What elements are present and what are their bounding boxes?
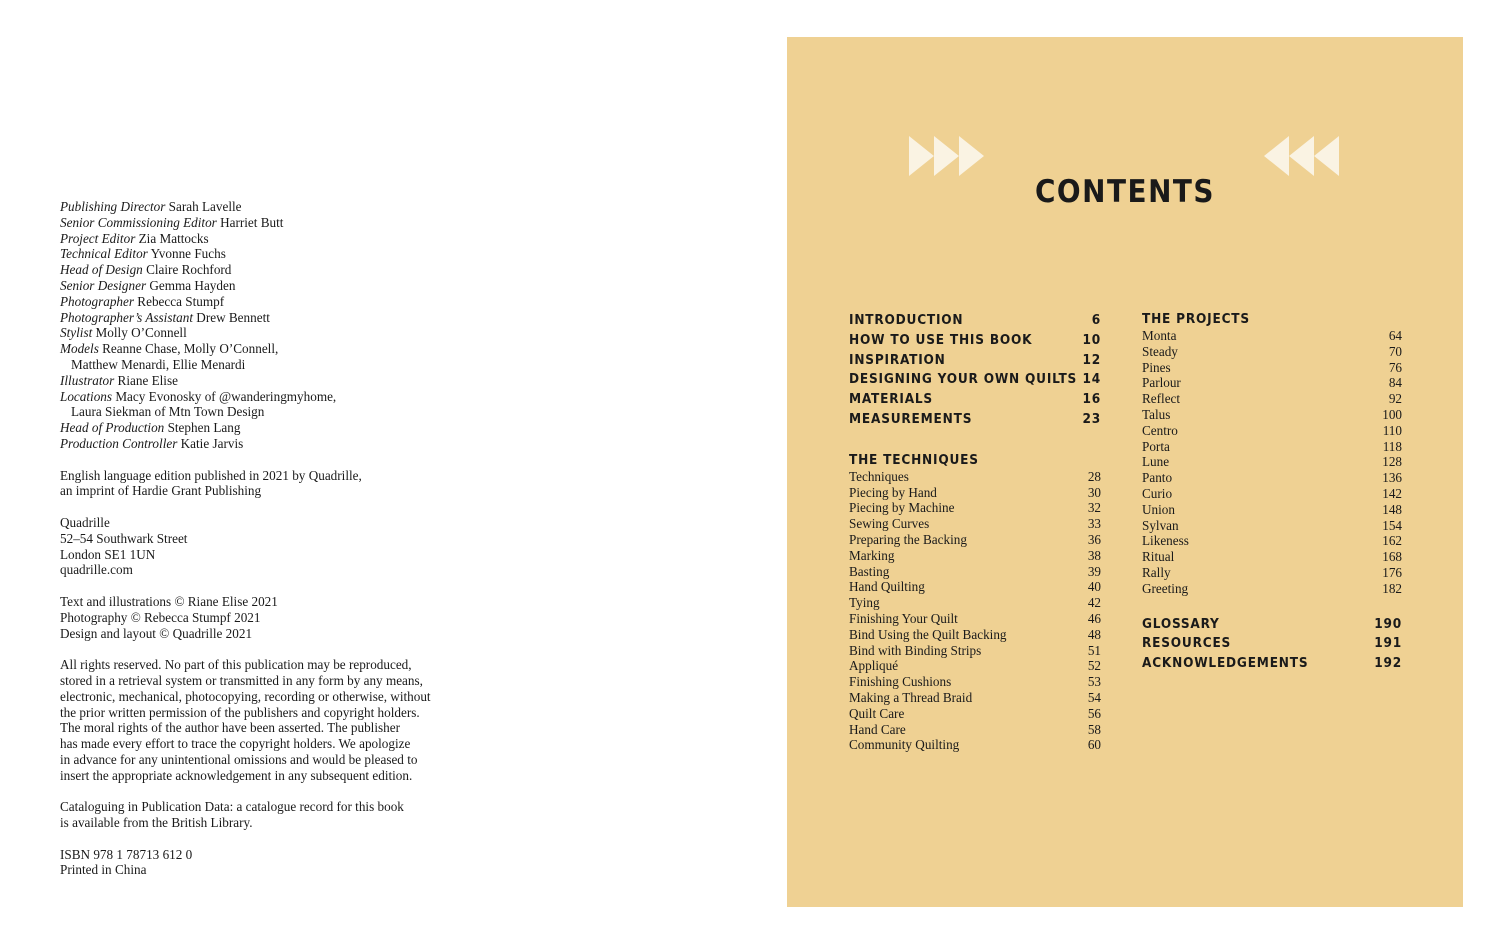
toc-label: Hand Quilting [849, 579, 925, 595]
credit-name: Sarah Lavelle [168, 199, 242, 214]
credit-name: Molly O’Connell [95, 325, 187, 341]
credit-role: Production Controller [60, 435, 178, 451]
toc-entry[interactable] [849, 469, 1101, 485]
contents-column-right [1142, 311, 1402, 674]
rights-line: The moral rights of the author have been asserted. The publisher [60, 720, 400, 736]
contents-panel [787, 37, 1463, 907]
cataloguing-block [60, 799, 480, 831]
toc-label: MEASUREMENTS [849, 410, 973, 427]
credit-line [60, 341, 480, 357]
credit-name: Zia Mattocks [138, 230, 209, 246]
toc-entry[interactable] [1142, 654, 1402, 674]
toc-entry[interactable] [849, 548, 1101, 564]
toc-label: Monta [1142, 328, 1177, 343]
credits-block [60, 199, 480, 452]
toc-label: INSPIRATION [849, 351, 946, 368]
toc-label: Curio [1142, 485, 1173, 501]
toc-label: Lune [1142, 454, 1170, 470]
rights-line: electronic, mechanical, photocopying, recording or otherwise, without [60, 688, 431, 704]
toc-page: 51 [1087, 642, 1101, 658]
toc-page: 136 [1382, 470, 1402, 486]
toc-entry[interactable] [849, 370, 1101, 390]
toc-label: Marking [849, 547, 895, 563]
toc-page: 56 [1087, 705, 1101, 721]
contents-title: CONTENTS [1034, 174, 1216, 210]
credit-role: Photographer’s Assistant [60, 309, 193, 325]
copyright-line: Text and illustrations © Riane Elise 2021 [60, 593, 278, 609]
toc-label: DESIGNING YOUR OWN QUILTS [849, 371, 1078, 388]
toc-label: GLOSSARY [1142, 615, 1220, 632]
toc-entry[interactable] [849, 611, 1101, 627]
toc-entry[interactable] [1142, 360, 1402, 376]
toc-entry[interactable] [1142, 581, 1402, 597]
credit-role: Locations [60, 388, 113, 404]
credit-role: Publishing Director [60, 199, 166, 214]
toc-page: 10 [1082, 331, 1101, 348]
toc-label: Techniques [849, 468, 909, 484]
toc-entry[interactable] [1142, 470, 1402, 486]
toc-page: 148 [1382, 501, 1402, 517]
toc-page: 42 [1087, 595, 1101, 611]
cataloguing-line: is available from the British Library. [60, 815, 253, 831]
isbn-line: ISBN 978 1 78713 612 0 [60, 846, 193, 862]
contents-column-left [849, 311, 1101, 753]
toc-page: 33 [1087, 516, 1101, 532]
toc-entry[interactable] [849, 706, 1101, 722]
credit-role: Stylist [60, 325, 93, 341]
toc-page: 53 [1087, 674, 1101, 690]
toc-page: 38 [1087, 547, 1101, 563]
toc-label: Porta [1142, 438, 1170, 454]
toc-entry[interactable] [1142, 533, 1402, 549]
toc-label: Appliqué [849, 658, 899, 674]
credit-name: Rebecca Stumpf [137, 293, 225, 309]
toc-label: Tying [849, 595, 880, 611]
toc-label: Basting [849, 563, 890, 579]
toc-entry[interactable] [1142, 423, 1402, 439]
credit-line [60, 246, 480, 262]
toc-label: Panto [1142, 470, 1173, 486]
toc-page: 162 [1382, 533, 1402, 549]
toc-page: 23 [1082, 410, 1101, 427]
credit-line [60, 199, 480, 215]
toc-label: Talus [1142, 406, 1171, 422]
credit-name: Gemma Hayden [149, 277, 236, 293]
credit-name: Harriet Butt [220, 214, 284, 230]
copyright-line: Design and layout © Quadrille 2021 [60, 625, 253, 641]
credit-line [60, 231, 480, 247]
credit-name: Katie Jarvis [180, 435, 244, 451]
toc-entry[interactable] [849, 516, 1101, 532]
spacer [849, 430, 1101, 452]
credit-line [60, 436, 480, 452]
toc-page: 6 [1091, 312, 1101, 328]
credit-name: Claire Rochford [146, 262, 232, 278]
rights-line: stored in a retrieval system or transmitted in any form by any means, [60, 672, 423, 688]
toc-page: 28 [1087, 468, 1101, 484]
toc-entry[interactable] [1142, 615, 1402, 635]
toc-entry[interactable] [849, 643, 1101, 659]
credit-line [60, 294, 480, 310]
toc-label: Making a Thread Braid [849, 689, 973, 705]
toc-page: 182 [1382, 580, 1402, 596]
toc-entry[interactable] [1142, 344, 1402, 360]
toc-page: 192 [1374, 655, 1402, 672]
credit-role: Photographer [60, 293, 134, 309]
toc-page: 32 [1087, 500, 1101, 516]
toc-entry[interactable] [1142, 375, 1402, 391]
toc-page: 12 [1082, 351, 1101, 368]
toc-entry[interactable] [849, 410, 1101, 430]
toc-page: 128 [1382, 454, 1402, 470]
toc-label: Reflect [1142, 391, 1181, 407]
credit-line [60, 278, 480, 294]
toc-label: Quilt Care [849, 705, 905, 721]
toc-entry[interactable] [1142, 634, 1402, 654]
toc-entry[interactable] [849, 722, 1101, 738]
toc-entry[interactable] [849, 331, 1101, 351]
credit-role: Head of Production [60, 420, 165, 436]
copyright-line: Photography © Rebecca Stumpf 2021 [60, 609, 261, 625]
credit-line [60, 389, 480, 405]
address-line: London SE1 1UN [60, 546, 156, 562]
toc-label: Piecing by Hand [849, 484, 937, 500]
toc-label: Bind Using the Quilt Backing [849, 626, 1007, 642]
toc-label: Hand Care [849, 721, 906, 737]
toc-label: Centro [1142, 422, 1178, 438]
toc-entry[interactable] [1142, 549, 1402, 565]
toc-page: 60 [1087, 737, 1101, 753]
isbn-block [60, 847, 480, 879]
toc-page: 110 [1382, 422, 1402, 438]
toc-label: Likeness [1142, 533, 1189, 549]
toc-page: 54 [1087, 689, 1101, 705]
toc-entry[interactable] [1142, 454, 1402, 470]
toc-page: 46 [1087, 610, 1101, 626]
credit-name: Reanne Chase, Molly O’Connell, [102, 341, 279, 357]
toc-entry[interactable] [1142, 502, 1402, 518]
rights-line: All rights reserved. No part of this publication may be reproduced, [60, 657, 412, 673]
credit-name: Macy Evonosky of @wanderingmyhome, [115, 388, 337, 404]
section-heading-projects: THE PROJECTS [1142, 311, 1250, 327]
credit-role: Senior Commissioning Editor [60, 214, 217, 230]
toc-entry[interactable] [849, 311, 1101, 331]
toc-label: MATERIALS [849, 391, 933, 408]
toc-entry[interactable] [849, 658, 1101, 674]
toc-page: 154 [1382, 517, 1402, 533]
credit-line [60, 420, 480, 436]
credit-role: Project Editor [60, 230, 136, 246]
toc-entry[interactable] [849, 595, 1101, 611]
toc-entry[interactable] [1142, 391, 1402, 407]
rights-line: in advance for any unintentional omissions and would be pleased to [60, 751, 418, 767]
address-block [60, 515, 480, 578]
toc-page: 118 [1382, 438, 1402, 454]
toc-entry[interactable] [849, 627, 1101, 643]
toc-label: Ritual [1142, 549, 1175, 565]
address-line: Quadrille [60, 514, 110, 530]
toc-page: 40 [1087, 579, 1101, 595]
toc-entry[interactable] [1142, 407, 1402, 423]
toc-label: Sylvan [1142, 517, 1179, 533]
toc-entry[interactable] [849, 564, 1101, 580]
toc-entry[interactable] [849, 500, 1101, 516]
toc-entry[interactable] [849, 485, 1101, 501]
credit-role: Technical Editor [60, 246, 148, 262]
rights-line: insert the appropriate acknowledgement in any subsequent edition. [60, 767, 413, 783]
toc-label: INTRODUCTION [849, 312, 964, 328]
toc-page: 92 [1388, 391, 1402, 407]
toc-page: 100 [1382, 406, 1402, 422]
toc-label: Pines [1142, 359, 1171, 375]
toc-page: 39 [1087, 563, 1101, 579]
toc-page: 30 [1087, 484, 1101, 500]
credit-role: Illustrator [60, 372, 115, 388]
toc-label: Sewing Curves [849, 516, 930, 532]
credit-line [60, 262, 480, 278]
toc-label: Greeting [1142, 580, 1189, 596]
toc-page: 191 [1374, 635, 1402, 652]
section-heading-techniques: THE TECHNIQUES [849, 451, 979, 468]
toc-label: Community Quilting [849, 737, 960, 753]
toc-label: Finishing Cushions [849, 674, 952, 690]
toc-page: 36 [1087, 531, 1101, 547]
spacer [1142, 597, 1402, 615]
toc-label: Rally [1142, 564, 1171, 580]
toc-page: 76 [1388, 359, 1402, 375]
imprint-page [60, 199, 480, 878]
edition-block [60, 468, 480, 500]
toc-label: Piecing by Machine [849, 500, 955, 516]
toc-page: 58 [1087, 721, 1101, 737]
toc-page: 84 [1388, 375, 1402, 391]
copyright-block [60, 594, 480, 641]
toc-page: 16 [1082, 391, 1101, 408]
credit-continuation: Matthew Menardi, Ellie Menardi [71, 356, 246, 372]
credit-line [60, 373, 480, 389]
toc-page: 48 [1087, 626, 1101, 642]
triple-chevron-left-icon [1264, 136, 1340, 176]
toc-page: 70 [1388, 343, 1402, 359]
toc-label: Union [1142, 501, 1175, 517]
toc-entry[interactable] [1142, 565, 1402, 581]
toc-label: Steady [1142, 343, 1178, 359]
credit-name: Riane Elise [117, 372, 178, 388]
credit-line [60, 325, 480, 341]
toc-label: Bind with Binding Strips [849, 642, 982, 658]
credit-line [60, 310, 480, 326]
credit-continuation: Laura Siekman of Mtn Town Design [71, 404, 265, 420]
edition-line: an imprint of Hardie Grant Publishing [60, 483, 262, 499]
address-line: quadrille.com [60, 562, 133, 578]
toc-entry[interactable] [849, 351, 1101, 371]
toc-label: Finishing Your Quilt [849, 610, 958, 626]
toc-label: ACKNOWLEDGEMENTS [1142, 655, 1309, 672]
toc-label: Parlour [1142, 375, 1181, 391]
toc-entry[interactable] [849, 690, 1101, 706]
credit-role: Head of Design [60, 262, 143, 278]
toc-label: RESOURCES [1142, 635, 1232, 652]
toc-page: 52 [1087, 658, 1101, 674]
toc-entry[interactable] [849, 390, 1101, 410]
triple-chevron-right-icon [909, 136, 985, 176]
toc-entry[interactable] [1142, 439, 1402, 455]
credit-role: Models [60, 341, 99, 357]
toc-page: 176 [1382, 564, 1402, 580]
credit-role: Senior Designer [60, 277, 147, 293]
toc-page: 168 [1382, 549, 1402, 565]
toc-entry[interactable] [849, 532, 1101, 548]
toc-page: 14 [1082, 371, 1101, 388]
address-line: 52–54 Southwark Street [60, 530, 188, 546]
left-arrows-icon [1264, 136, 1340, 176]
edition-line: English language edition published in 2021 by Quadrille, [60, 467, 362, 483]
right-arrows-icon [909, 136, 985, 176]
credit-name: Stephen Lang [167, 420, 241, 436]
credit-name: Drew Bennett [196, 309, 270, 325]
printed-in-line: Printed in China [60, 862, 147, 878]
credit-name: Yvonne Fuchs [150, 246, 226, 262]
toc-entry[interactable] [849, 674, 1101, 690]
toc-entry[interactable] [1142, 518, 1402, 534]
toc-entry[interactable] [1142, 328, 1402, 344]
rights-block [60, 657, 480, 783]
toc-page: 64 [1388, 328, 1402, 343]
toc-entry[interactable] [1142, 486, 1402, 502]
credit-line [60, 215, 480, 231]
rights-line: the prior written permission of the publishers and copyright holders. [60, 704, 420, 720]
toc-label: HOW TO USE THIS BOOK [849, 331, 1033, 348]
cataloguing-line: Cataloguing in Publication Data: a catalogue record for this book [60, 799, 404, 815]
toc-label: Preparing the Backing [849, 531, 967, 547]
toc-page: 142 [1382, 485, 1402, 501]
toc-entry[interactable] [849, 579, 1101, 595]
toc-entry[interactable] [849, 737, 1101, 753]
rights-line: has made every effort to trace the copyright holders. We apologize [60, 736, 411, 752]
toc-page: 190 [1374, 615, 1402, 632]
